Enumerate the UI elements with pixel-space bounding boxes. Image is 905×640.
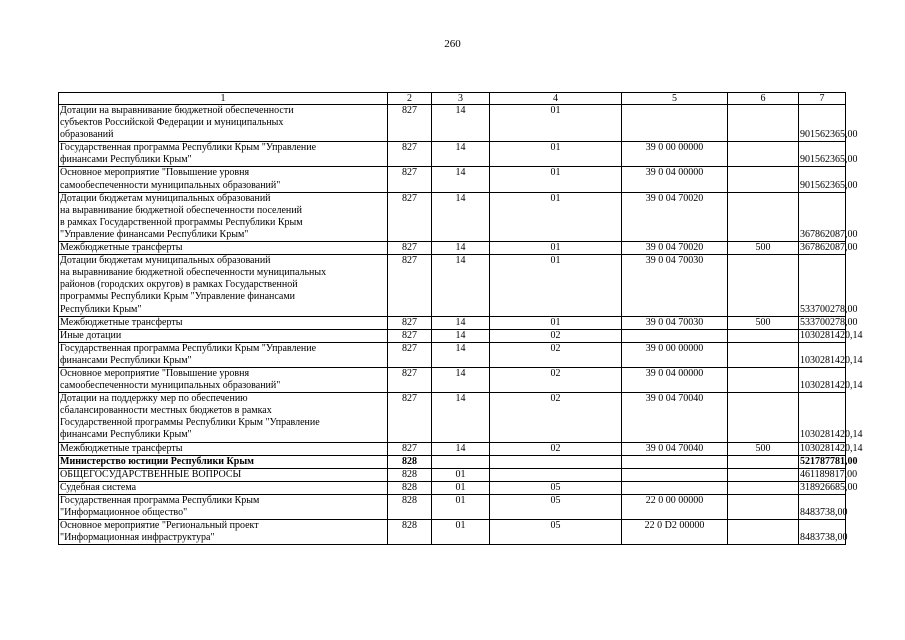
table-row [59, 393, 846, 442]
row-target-cell: 39 0 04 00000 [622, 367, 728, 392]
row-amount-cell: 901562365,00 [799, 142, 846, 167]
table-row [59, 494, 846, 519]
row-ministry-cell: 827 [388, 167, 432, 192]
row-ministry-cell: 827 [388, 442, 432, 455]
table-row [59, 468, 846, 481]
row-ministry-cell: 827 [388, 192, 432, 241]
header-cell-subsection: 4 [490, 93, 622, 105]
row-target-cell: 39 0 04 70030 [622, 255, 728, 316]
row-section-cell: 01 [432, 481, 490, 494]
row-expense-type-cell [728, 167, 799, 192]
row-ministry-cell: 827 [388, 393, 432, 442]
header-cell-amount: 7 [799, 93, 846, 105]
table-row [59, 316, 846, 329]
row-amount-cell: 8483738,00 [799, 494, 846, 519]
row-expense-type-cell [728, 105, 799, 142]
table-row [59, 105, 846, 142]
row-target-cell: 22 0 00 00000 [622, 494, 728, 519]
row-expense-type-cell [728, 494, 799, 519]
row-ministry-cell: 827 [388, 316, 432, 329]
row-subsection-cell: 02 [490, 367, 622, 392]
row-name-cell: Межбюджетные трансферты [59, 442, 388, 455]
row-target-cell: 39 0 04 00000 [622, 167, 728, 192]
page-number: 260 [444, 38, 461, 50]
row-name-cell: Дотации бюджетам муниципальных образований на выравнивание бюджетной обеспеченности муниципальных районов (городских округов) в рамках Государственной программы Республики Крым "Управление финансами Республики Крым" [59, 255, 388, 316]
table-body [59, 105, 863, 545]
row-subsection-cell: 01 [490, 255, 622, 316]
row-subsection-cell: 01 [490, 316, 622, 329]
row-amount-cell: 1030281420,14 [799, 342, 846, 367]
header-cell-ministry: 2 [388, 93, 432, 105]
table-row [59, 242, 846, 255]
row-name-cell: Министерство юстиции Республики Крым [59, 455, 388, 468]
row-section-cell: 14 [432, 316, 490, 329]
row-section-cell: 14 [432, 255, 490, 316]
row-target-cell: 39 0 00 00000 [622, 342, 728, 367]
row-amount-cell: 8483738,00 [799, 520, 846, 545]
row-amount-cell: 533700278,00 [800, 316, 858, 328]
table-row [59, 455, 846, 468]
row-name-cell: Дотации бюджетам муниципальных образований на выравнивание бюджетной обеспеченности поселений в рамках Государственной программы Республики Крым "Управление финансами Республики Крым" [59, 192, 388, 241]
row-ministry-cell: 828 [388, 494, 432, 519]
row-section-cell: 14 [432, 442, 490, 455]
row-target-cell [622, 481, 728, 494]
table-header [59, 93, 846, 105]
table-row [59, 142, 846, 167]
row-subsection-cell: 05 [490, 494, 622, 519]
row-name-cell: Основное мероприятие "Региональный проект "Информационная инфраструктура" [59, 520, 388, 545]
row-subsection-cell: 05 [490, 481, 622, 494]
row-target-cell: 39 0 00 00000 [622, 142, 728, 167]
row-name-cell: Основное мероприятие "Повышение уровня самообеспеченности муниципальных образований" [59, 167, 388, 192]
row-section-cell: 01 [432, 468, 490, 481]
row-ministry-cell: 827 [388, 142, 432, 167]
row-ministry-cell: 827 [388, 255, 432, 316]
row-amount-cell: 367862087,00 [799, 192, 846, 241]
row-amount-cell: 533700278,00 [799, 255, 846, 316]
row-name-cell: Государственная программа Республики Крым "Информационное общество" [59, 494, 388, 519]
row-subsection-cell: 02 [490, 329, 622, 342]
row-subsection-cell: 02 [490, 342, 622, 367]
row-expense-type-cell [728, 520, 799, 545]
row-expense-type-cell [728, 481, 799, 494]
row-amount-cell: 521787781,00 [800, 455, 858, 467]
row-target-cell [622, 455, 728, 468]
row-name-cell: Межбюджетные трансферты [59, 242, 388, 255]
table-row [59, 481, 846, 494]
row-expense-type-cell [728, 329, 799, 342]
row-expense-type-cell [728, 342, 799, 367]
row-amount-cell: 461189817,00 [800, 468, 858, 480]
row-ministry-cell: 827 [388, 105, 432, 142]
table-row [59, 167, 846, 192]
row-section-cell: 14 [432, 167, 490, 192]
row-ministry-cell: 828 [388, 455, 432, 468]
table-row [59, 520, 846, 545]
row-name-cell: Иные дотации [59, 329, 388, 342]
row-amount-cell: 367862087,00 [800, 242, 858, 254]
row-expense-type-cell [728, 255, 799, 316]
row-name-cell: Государственная программа Республики Крым "Управление финансами Республики Крым" [59, 142, 388, 167]
row-expense-type-cell: 500 [728, 316, 799, 329]
table-row [59, 367, 846, 392]
row-amount-cell: 901562365,00 [799, 167, 846, 192]
row-subsection-cell: 01 [490, 142, 622, 167]
table-row [59, 442, 846, 455]
row-section-cell: 14 [432, 192, 490, 241]
row-subsection-cell: 01 [490, 167, 622, 192]
row-name-cell: Дотации на выравнивание бюджетной обеспеченности субъектов Российской Федерации и муниципальных образований [59, 105, 388, 142]
table-row [59, 342, 846, 367]
row-ministry-cell: 828 [388, 468, 432, 481]
row-subsection-cell [490, 455, 622, 468]
row-name-cell: Дотации на поддержку мер по обеспечению сбалансированности местных бюджетов в рамках Государственной программы Республики Крым "Управление финансами Республики Крым" [59, 393, 388, 442]
row-subsection-cell: 05 [490, 520, 622, 545]
row-section-cell: 01 [432, 494, 490, 519]
row-target-cell [622, 468, 728, 481]
row-target-cell: 22 0 D2 00000 [622, 520, 728, 545]
header-cell-target: 5 [622, 93, 728, 105]
row-expense-type-cell: 500 [728, 242, 799, 255]
table-row [59, 329, 846, 342]
row-ministry-cell: 828 [388, 520, 432, 545]
row-target-cell: 39 0 04 70020 [622, 242, 728, 255]
row-target-cell [622, 105, 728, 142]
budget-table [58, 92, 863, 545]
row-target-cell: 39 0 04 70040 [622, 442, 728, 455]
table-row [59, 255, 846, 316]
row-target-cell: 39 0 04 70040 [622, 393, 728, 442]
header-cell-section: 3 [432, 93, 490, 105]
row-amount-cell: 1030281420,14 [799, 393, 846, 442]
header-row [59, 93, 846, 105]
row-amount-cell: 1030281420,14 [799, 367, 846, 392]
row-section-cell: 14 [432, 342, 490, 367]
row-expense-type-cell [728, 468, 799, 481]
row-name-cell: Государственная программа Республики Крым "Управление финансами Республики Крым" [59, 342, 388, 367]
header-cell-name: 1 [59, 93, 388, 105]
row-section-cell: 14 [432, 393, 490, 442]
row-name-cell: ОБЩЕГОСУДАРСТВЕННЫЕ ВОПРОСЫ [59, 468, 388, 481]
row-ministry-cell: 827 [388, 329, 432, 342]
row-section-cell: 14 [432, 142, 490, 167]
row-target-cell: 39 0 04 70020 [622, 192, 728, 241]
table-row [59, 192, 846, 241]
row-subsection-cell: 01 [490, 105, 622, 142]
row-subsection-cell: 02 [490, 393, 622, 442]
row-name-cell: Межбюджетные трансферты [59, 316, 388, 329]
row-name-cell: Судебная система [59, 481, 388, 494]
row-ministry-cell: 827 [388, 242, 432, 255]
row-subsection-cell [490, 468, 622, 481]
row-ministry-cell: 827 [388, 342, 432, 367]
row-expense-type-cell [728, 142, 799, 167]
row-amount-cell: 1030281420,14 [800, 442, 863, 454]
row-ministry-cell: 828 [388, 481, 432, 494]
row-section-cell: 14 [432, 105, 490, 142]
row-amount-cell: 1030281420,14 [800, 329, 863, 341]
row-section-cell: 14 [432, 329, 490, 342]
row-subsection-cell: 01 [490, 242, 622, 255]
row-expense-type-cell [728, 192, 799, 241]
row-expense-type-cell: 500 [728, 442, 799, 455]
row-subsection-cell: 02 [490, 442, 622, 455]
row-section-cell [432, 455, 490, 468]
row-target-cell [622, 329, 728, 342]
row-amount-cell: 901562365,00 [799, 105, 846, 142]
row-expense-type-cell [728, 367, 799, 392]
row-expense-type-cell [728, 455, 799, 468]
row-section-cell: 14 [432, 242, 490, 255]
row-amount-cell: 318926685,00 [800, 481, 858, 493]
header-cell-expense-type: 6 [728, 93, 799, 105]
row-name-cell: Основное мероприятие "Повышение уровня самообеспеченности муниципальных образований" [59, 367, 388, 392]
row-section-cell: 14 [432, 367, 490, 392]
row-section-cell: 01 [432, 520, 490, 545]
row-ministry-cell: 827 [388, 367, 432, 392]
row-subsection-cell: 01 [490, 192, 622, 241]
row-target-cell: 39 0 04 70030 [622, 316, 728, 329]
row-expense-type-cell [728, 393, 799, 442]
